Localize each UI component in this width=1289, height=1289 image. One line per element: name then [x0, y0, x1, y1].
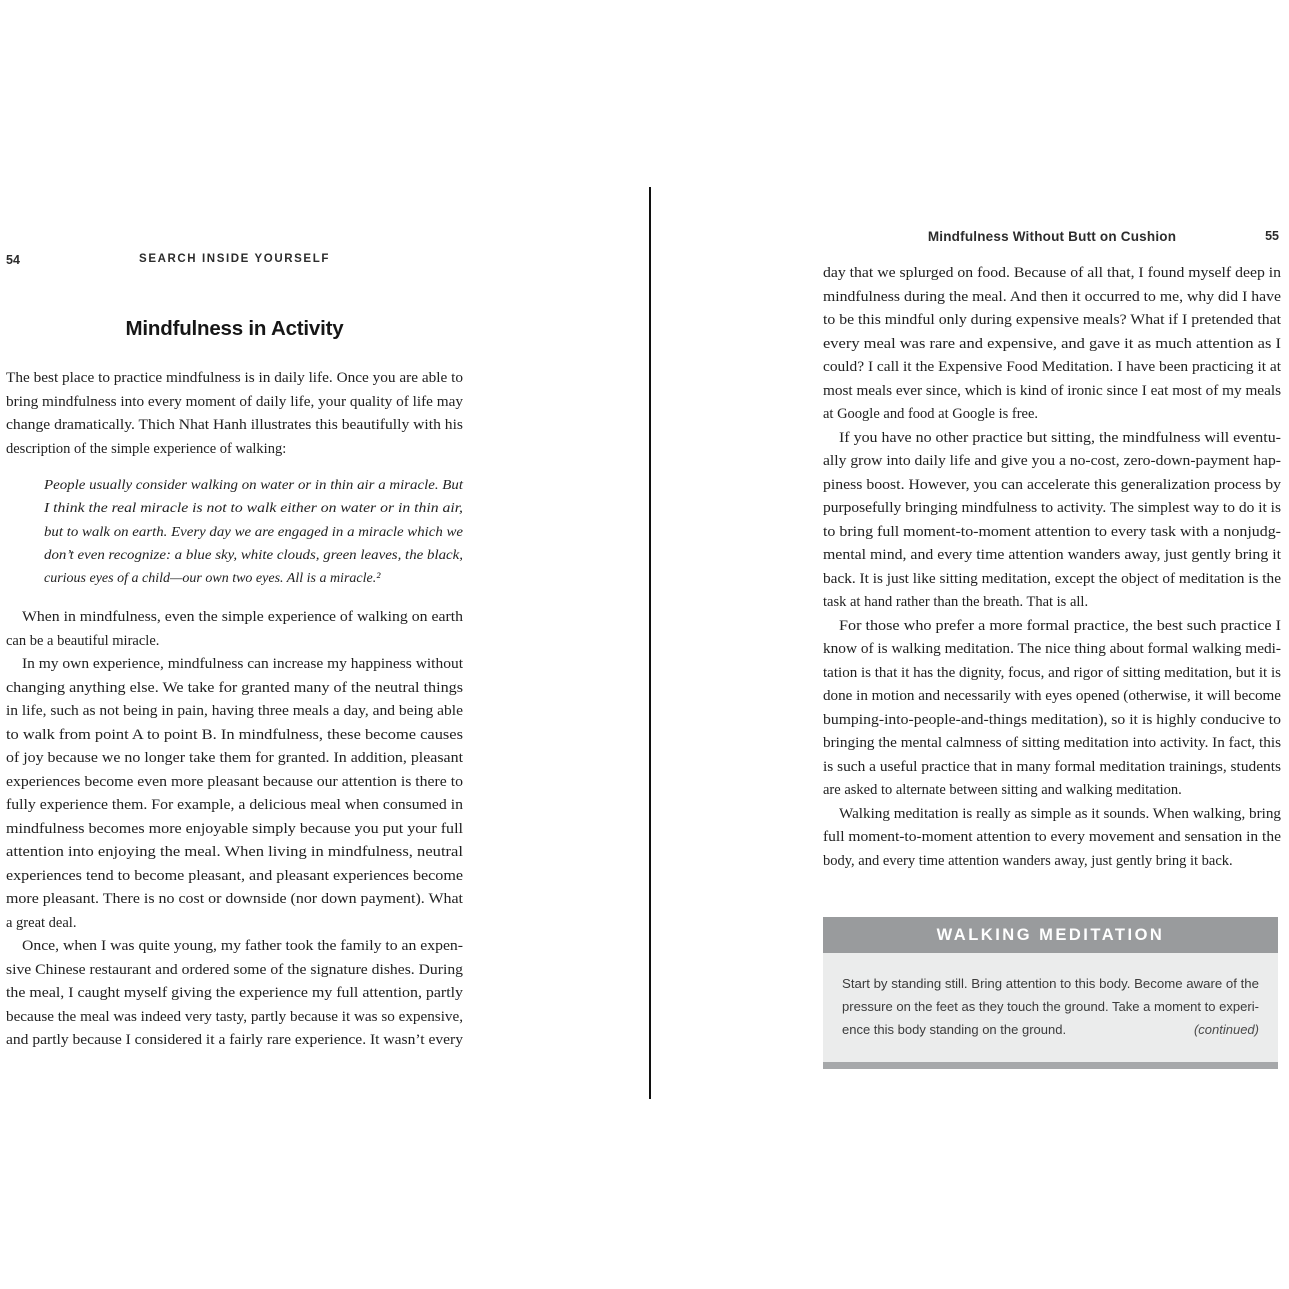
- text-line: more pleasant. There is no cost or downside (nor down payment). What: [6, 891, 463, 908]
- text-line: When in mindfulness, even the simple experience of walking on earth: [22, 609, 464, 626]
- walking-meditation-box: [823, 917, 1278, 1069]
- text-line: of joy because we no longer take them for granted. In addition, pleasant: [6, 750, 463, 767]
- text-line: done in motion and necessarily with eyes opened (otherwise, it will become: [823, 688, 1281, 704]
- text-line: mindfulness during the meal. And then it occurred to me, why did I have: [823, 288, 1281, 305]
- text-line: back. It is just like sitting meditation, except the object of meditation is the: [823, 570, 1281, 587]
- text-line: can be a beautiful miracle.: [6, 632, 160, 649]
- text-line: is such a useful practice that in many formal meditation trainings, students: [823, 758, 1281, 775]
- left-running-head-row: [6, 253, 463, 268]
- text-line: day that we splurged on food. Because of all that, I found myself deep in: [823, 265, 1281, 281]
- text-line: curious eyes of a child—our own two eyes. All is a miracle.²: [44, 571, 381, 587]
- text-line: to walk from point A to point B. In mindfulness, these become causes: [6, 726, 463, 743]
- text-line: bringing the mental calmness of sitting meditation into activity. In fact, this: [823, 735, 1281, 751]
- right-page-body: [823, 262, 1281, 873]
- text-line: every meal was rare and expensive, and gave it as much attention as I: [823, 335, 1281, 352]
- text-line: sive Chinese restaurant and ordered some of the signature dishes. During: [6, 961, 463, 978]
- paragraph: [823, 427, 1281, 615]
- text-line: body, and every time attention wanders away, just gently bring it back.: [823, 852, 1233, 869]
- text-line: at Google and food at Google is free.: [823, 406, 1039, 422]
- right-page: [823, 229, 1281, 1069]
- text-line: know of is walking meditation. The nice thing about formal walking medi-: [823, 641, 1281, 657]
- text-line: but to walk on earth. Every day we are engaged in a miracle which we: [44, 524, 463, 540]
- paragraph: [6, 606, 463, 653]
- text-line: experiences tend to become pleasant, and pleasant experiences become: [6, 867, 463, 884]
- text-line: I think the real miracle is not to walk either on water or in thin air,: [44, 501, 463, 517]
- text-line: attention into enjoying the meal. When living in mindfulness, neutral: [6, 844, 463, 861]
- text-line: in life, such as not being in pain, having three meals a day, and being able: [6, 703, 463, 720]
- text-line: most meals ever since, which is kind of ironic since I eat most of my meals: [823, 382, 1281, 399]
- text-line: Start by standing still. Bring attention to this body. Become aware of the: [842, 976, 1259, 991]
- section-heading: Mindfulness in Activity: [125, 317, 344, 340]
- paragraph: [6, 367, 463, 461]
- block-quote: [44, 474, 463, 590]
- text-line: because the meal was indeed very tasty, partly because it was so expensive,: [6, 1008, 463, 1025]
- text-line: changing anything else. We take for granted many of the neutral things: [6, 679, 463, 696]
- text-line: mental mind, and every time attention wanders away, just gently bring it: [823, 547, 1281, 563]
- text-line: and partly because I considered it a fairly rare experience. It wasn’t every: [6, 1032, 464, 1049]
- callout-last-line: ence this body standing on the ground.: [842, 1022, 1067, 1037]
- text-line: to bring full moment-to-moment attention to every task with a nonjudg-: [823, 523, 1281, 540]
- callout-body: [823, 953, 1278, 1062]
- page-number-left: 54: [6, 253, 20, 267]
- paragraph: [6, 935, 463, 1053]
- text-line: ally grow into daily life and give you a no-cost, zero-down-payment hap-: [823, 453, 1281, 469]
- paragraph: [823, 615, 1281, 803]
- left-page-body: [6, 367, 463, 1053]
- text-line: In my own experience, mindfulness can increase my happiness without: [22, 656, 463, 673]
- text-line: mindfulness becomes more enjoyable simply because you put your full: [6, 820, 463, 837]
- callout-last-line-row: [842, 1018, 1259, 1041]
- paragraph: [823, 803, 1281, 874]
- paragraph: [6, 653, 463, 935]
- page-divider: [649, 187, 651, 1099]
- text-line: change dramatically. Thich Nhat Hanh illustrates this beautifully with his: [6, 417, 463, 433]
- text-line: fully experience them. For example, a delicious meal when consumed in: [6, 797, 463, 814]
- running-head-left: SEARCH INSIDE YOURSELF: [139, 253, 330, 265]
- text-line: to be this mindful only during expensive meals? What if I pretended that: [823, 312, 1281, 328]
- text-line: experiences become even more pleasant because our attention is there to: [6, 773, 463, 790]
- text-line: are asked to alternate between sitting and walking meditation.: [823, 782, 1182, 798]
- running-head-right: Mindfulness Without Butt on Cushion: [927, 229, 1177, 244]
- text-line: tation is that it has the dignity, focus, and rigor of sitting meditation, but it is: [823, 664, 1281, 681]
- text-line: For those who prefer a more formal practice, the best such practice I: [839, 617, 1281, 634]
- text-line: task at hand rather than the breath. That is all.: [823, 594, 1089, 610]
- text-line: could? I call it the Expensive Food Meditation. I have been practicing it at: [823, 359, 1281, 375]
- text-line: Walking meditation is really as simple as it sounds. When walking, bring: [839, 805, 1281, 822]
- text-line: piness boost. However, you can accelerate this generalization process by: [823, 476, 1281, 493]
- text-line: a great deal.: [6, 914, 77, 931]
- text-line: People usually consider walking on water or in thin air a miracle. But: [44, 478, 463, 493]
- page-number-right: 55: [1265, 229, 1279, 243]
- text-line: If you have no other practice but sitting, the mindfulness will eventu-: [839, 429, 1281, 446]
- callout-title: WALKING MEDITATION: [823, 917, 1278, 953]
- text-line: the meal, I caught myself giving the experience my full attention, partly: [6, 985, 463, 1002]
- text-line: The best place to practice mindfulness is in daily life. Once you are able to: [6, 370, 463, 386]
- text-line: purposefully bringing mindfulness to activity. The simplest way to do it is: [823, 500, 1281, 516]
- text-line: full moment-to-moment attention to every movement and sensation in the: [823, 829, 1281, 845]
- paragraph: [823, 262, 1281, 427]
- left-page: [6, 253, 463, 1053]
- text-line: pressure on the feet as they touch the ground. Take a moment to experi-: [842, 999, 1259, 1014]
- text-line: bumping-into-people-and-things meditation), so it is highly conducive to: [823, 711, 1281, 728]
- text-line: description of the simple experience of walking:: [6, 440, 287, 457]
- text-line: bring mindfulness into every moment of daily life, your quality of life may: [6, 393, 464, 410]
- text-line: don’t even recognize: a blue sky, white clouds, green leaves, the black,: [44, 547, 463, 563]
- continued-label: (continued): [1193, 1022, 1259, 1037]
- right-running-head-row: [823, 229, 1281, 244]
- text-line: Once, when I was quite young, my father took the family to an expen-: [22, 938, 463, 955]
